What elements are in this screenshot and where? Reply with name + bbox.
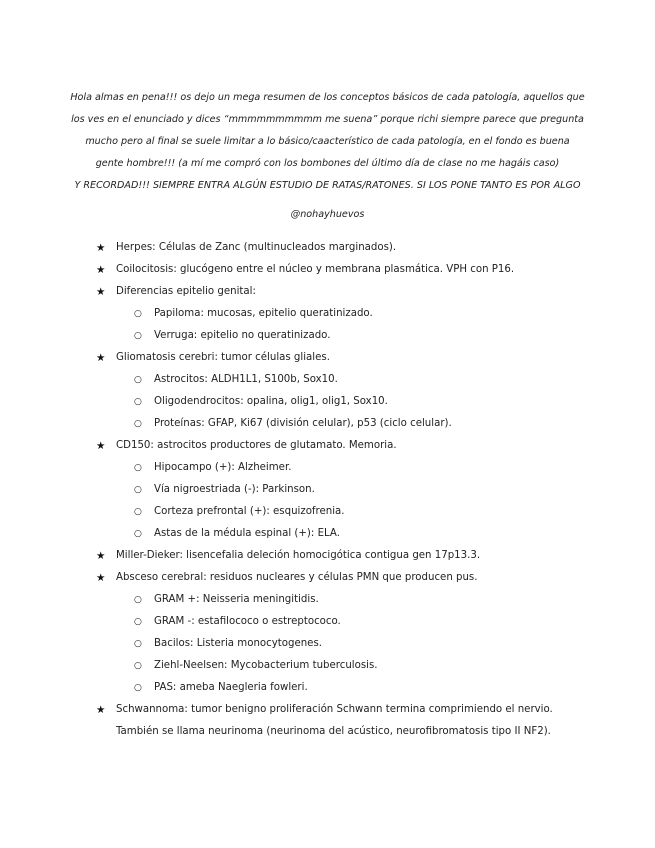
list-item-text: Miller-Dieker: lisencefalia deleción homocigótica contigua gen 17p13.3. — [116, 550, 481, 561]
sub-list-item — [0, 457, 655, 479]
circle-bullet-icon: ○ — [134, 419, 142, 429]
list-item — [0, 699, 655, 743]
list-item-text: Gliomatosis cerebri: tumor células gliales. — [116, 352, 330, 363]
sub-list-item — [0, 655, 655, 677]
sub-list-item — [0, 589, 655, 611]
sub-list-item — [0, 413, 655, 435]
list-item-continuation: También se llama neurinoma (neurinoma del acústico, neurofibromatosis tipo II NF2). — [116, 726, 551, 737]
list-item — [0, 237, 655, 259]
list-item-text: Astas de la médula espinal (+): ELA. — [154, 528, 340, 539]
intro-line: mucho pero al final se suele limitar a lo básico/caacterístico de cada patología, en el fondo es buena — [85, 136, 570, 147]
sub-list-item — [0, 501, 655, 523]
sub-list-item — [0, 611, 655, 633]
sub-list-item — [0, 391, 655, 413]
list-item-text: Vía nigroestriada (-): Parkinson. — [154, 484, 315, 495]
circle-bullet-icon: ○ — [134, 485, 142, 495]
star-bullet-icon: ★ — [96, 264, 106, 276]
star-bullet-icon: ★ — [96, 550, 106, 562]
circle-bullet-icon: ○ — [134, 529, 142, 539]
list-item — [0, 545, 655, 567]
star-bullet-icon: ★ — [96, 286, 106, 298]
list-item-text: CD150: astrocitos productores de glutamato. Memoria. — [116, 440, 397, 451]
list-item — [0, 435, 655, 457]
concept-list — [0, 237, 655, 743]
list-item-text: Diferencias epitelio genital: — [116, 286, 256, 297]
circle-bullet-icon: ○ — [134, 463, 142, 473]
list-item-text: Oligodendrocitos: opalina, olig1, olig1, Sox10. — [154, 396, 388, 407]
list-item — [0, 347, 655, 369]
sub-list-item — [0, 479, 655, 501]
circle-bullet-icon: ○ — [134, 375, 142, 385]
circle-bullet-icon: ○ — [134, 639, 142, 649]
list-item-text: GRAM +: Neisseria meningitidis. — [154, 594, 319, 605]
list-item-text: Papiloma: mucosas, epitelio queratinizado. — [154, 308, 373, 319]
list-item — [0, 259, 655, 281]
list-item-text: Ziehl-Neelsen: Mycobacterium tuberculosis. — [154, 660, 378, 671]
intro-paragraph — [60, 87, 595, 197]
list-item-text: Coilocitosis: glucógeno entre el núcleo y membrana plasmática. VPH con P16. — [116, 264, 515, 275]
sub-list-item — [0, 523, 655, 545]
list-item-text: Schwannoma: tumor benigno proliferación Schwann termina comprimiendo el nervio. — [116, 704, 553, 715]
author-handle: @nohayhuevos — [290, 209, 365, 220]
circle-bullet-icon: ○ — [134, 331, 142, 341]
list-item-text: Astrocitos: ALDH1L1, S100b, Sox10. — [154, 374, 338, 385]
list-item-text: Corteza prefrontal (+): esquizofrenia. — [154, 506, 345, 517]
list-item-text: Verruga: epitelio no queratinizado. — [154, 330, 331, 341]
list-item — [0, 567, 655, 589]
circle-bullet-icon: ○ — [134, 683, 142, 693]
sub-list-item — [0, 325, 655, 347]
intro-line: los ves en el enunciado y dices “mmmmmmmmmm me suena” porque richi siempre parece que pregunta — [71, 114, 584, 125]
circle-bullet-icon: ○ — [134, 661, 142, 671]
intro-line-uppercase: Y RECORDAD!!! SIEMPRE ENTRA ALGÚN ESTUDIO DE RATAS/RATONES. SI LOS PONE TANTO ES POR ALGO — [74, 180, 581, 191]
list-item — [0, 281, 655, 303]
sub-list-item — [0, 677, 655, 699]
star-bullet-icon: ★ — [96, 242, 106, 254]
star-bullet-icon: ★ — [96, 352, 106, 364]
star-bullet-icon: ★ — [96, 440, 106, 452]
sub-list-item — [0, 369, 655, 391]
list-item-text: GRAM -: estafilococo o estreptococo. — [154, 616, 341, 627]
list-item-text: Bacilos: Listeria monocytogenes. — [154, 638, 322, 649]
list-item-text: Proteínas: GFAP, Ki67 (división celular), p53 (ciclo celular). — [154, 418, 452, 429]
star-bullet-icon: ★ — [96, 572, 106, 584]
circle-bullet-icon: ○ — [134, 595, 142, 605]
star-bullet-icon: ★ — [96, 704, 106, 716]
intro-line: gente hombre!!! (a mí me compró con los bombones del último día de clase no me hagáis caso) — [95, 158, 560, 169]
circle-bullet-icon: ○ — [134, 309, 142, 319]
intro-line: Hola almas en pena!!! os dejo un mega resumen de los conceptos básicos de cada patología, aquellos que — [70, 92, 585, 103]
list-item-text: Absceso cerebral: residuos nucleares y células PMN que producen pus. — [116, 572, 478, 583]
list-item-text: Herpes: Células de Zanc (multinucleados marginados). — [116, 242, 397, 253]
circle-bullet-icon: ○ — [134, 507, 142, 517]
circle-bullet-icon: ○ — [134, 617, 142, 627]
list-item-text: Hipocampo (+): Alzheimer. — [154, 462, 292, 473]
sub-list-item — [0, 303, 655, 325]
circle-bullet-icon: ○ — [134, 397, 142, 407]
sub-list-item — [0, 633, 655, 655]
list-item-text: PAS: ameba Naegleria fowleri. — [154, 682, 308, 693]
